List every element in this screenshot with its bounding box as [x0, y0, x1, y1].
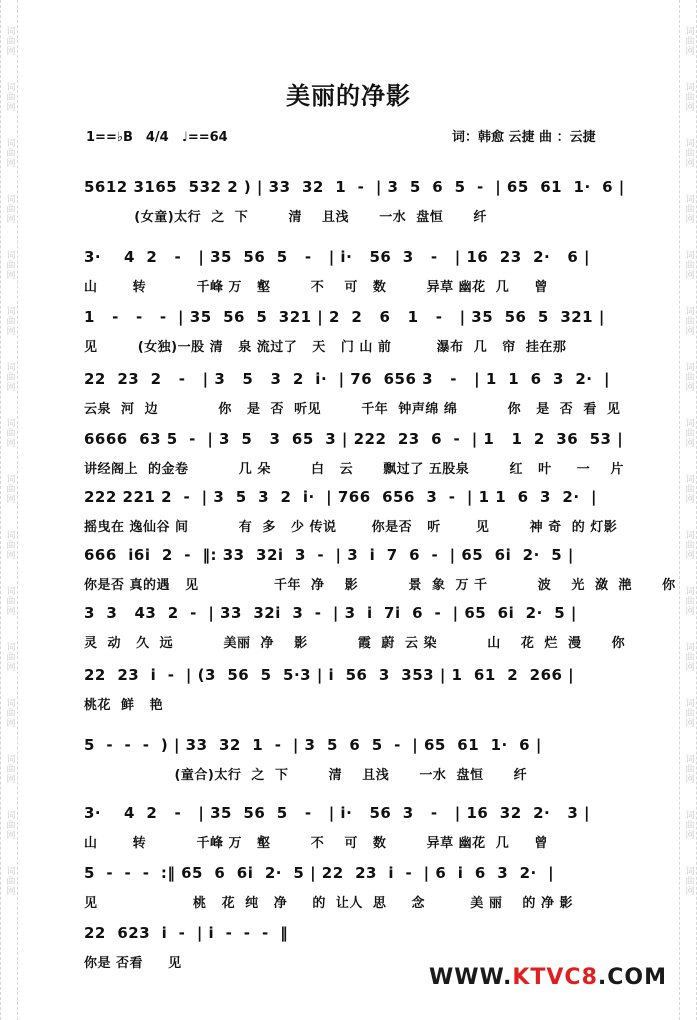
lyric-line: 你是否 真的遇 见 千年 净 影 景 象 万 千 波 光 潋 滟 你: [84, 578, 676, 593]
watermark-text: 词曲网: [683, 362, 694, 392]
watermark-text: 词曲网: [4, 474, 15, 504]
notation-line: 22 23 2 - | 3 5 3 2 i· | 76 656 3 - | 1 1 6 3 2· |: [84, 370, 610, 388]
logo-accent: KTVC8: [512, 965, 598, 990]
watermark-text: 词曲网: [683, 194, 694, 224]
score-row: [84, 370, 634, 430]
watermark-text: 词曲网: [683, 26, 694, 56]
watermark-text: 词曲网: [683, 306, 694, 336]
key-signature: 1==♭B 4/4 ♩==64: [86, 130, 228, 145]
lyric-line: (女童)太行 之 下 清 且浅 一水 盘恒 纤: [84, 210, 487, 225]
lyric-line: 云泉 河 边 你 是 否 听见 千年 钟声绵 绵 你 是 否 看 见: [84, 402, 621, 417]
watermark-text: 词曲网: [683, 418, 694, 448]
watermark-text: 词曲网: [4, 194, 15, 224]
watermark-text: 词曲网: [683, 474, 694, 504]
score-row: [84, 248, 634, 308]
lyric-line: 你是 否看 见: [84, 956, 182, 971]
watermark-text: 词曲网: [4, 82, 15, 112]
score-row: [84, 430, 634, 490]
score-row: [84, 178, 634, 238]
notation-line: 3 3 43 2 - | 33 32i 3 - | 3 i 7i 6 - | 65 6i 2· 5 |: [84, 604, 577, 622]
watermark-text: 词曲网: [683, 754, 694, 784]
song-title: 美丽的净影: [286, 82, 411, 110]
watermark-text: 词曲网: [4, 642, 15, 672]
logo-prefix: WWW.: [428, 965, 513, 990]
lyric-line: 见 桃 花 纯 净 的 让人 思 念 美 丽 的 净 影: [84, 896, 573, 911]
score-row: [84, 736, 634, 796]
watermark-text: 词曲网: [683, 866, 694, 896]
logo-suffix: .COM: [597, 965, 667, 990]
watermark-text: 词曲网: [4, 810, 15, 840]
site-logo: [429, 965, 667, 990]
notation-line: 22 23 i - | (3 56 5 5·3 | i 56 3 353 | 1 61 2 266 |: [84, 666, 575, 684]
score-row: [84, 488, 634, 548]
right-watermark-strip: [679, 0, 697, 1020]
watermark-text: 词曲网: [4, 754, 15, 784]
watermark-text: 词曲网: [4, 250, 15, 280]
notation-line: 5 - - - :‖ 65 6 6i 2· 5 | 22 23 i - | 6 i 6 3 2· |: [84, 864, 555, 882]
score-row: [84, 864, 634, 924]
watermark-text: 词曲网: [683, 642, 694, 672]
watermark-text: 词曲网: [4, 306, 15, 336]
notation-line: 666 i6i 2 - ‖: 33 32i 3 - | 3 i 7 6 - | 65 6i 2· 5 |: [84, 546, 574, 564]
watermark-text: 词曲网: [683, 810, 694, 840]
lyric-line: 见 (女独)一股 清 泉 流过了 天 门 山 前 瀑布 几 帘 挂在那: [84, 340, 567, 355]
notation-line: 5612 3165 532 2 ) | 33 32 1 - | 3 5 6 5 - | 65 61 1· 6 |: [84, 178, 625, 196]
lyric-line: 山 转 千峰 万 壑 不 可 数 异草 幽花 几 曾: [84, 280, 548, 295]
watermark-text: 词曲网: [4, 586, 15, 616]
watermark-text: 词曲网: [683, 138, 694, 168]
notation-line: 6666 63 5 - | 3 5 3 65 3 | 222 23 6 - | 1 1 2 36 53 |: [84, 430, 624, 448]
notation-line: 22 623 i - | i - - - ‖: [84, 924, 289, 942]
lyric-line: (童合)太行 之 下 清 且浅 一水 盘恒 纤: [84, 768, 528, 783]
score-row: [84, 308, 634, 368]
watermark-text: 词曲网: [683, 698, 694, 728]
watermark-text: 词曲网: [4, 138, 15, 168]
score-row: [84, 546, 676, 606]
score-row: [84, 604, 634, 664]
watermark-text: 词曲网: [4, 530, 15, 560]
left-watermark-strip: [0, 0, 18, 1020]
score-row: [84, 666, 634, 726]
notation-line: 222 221 2 - | 3 5 3 2 i· | 766 656 3 - | 1 1 6 3 2· |: [84, 488, 597, 506]
watermark-text: 词曲网: [4, 698, 15, 728]
watermark-text: 词曲网: [683, 586, 694, 616]
notation-line: 1 - - - | 35 56 5 321 | 2 2 6 1 - | 35 56 5 321 |: [84, 308, 605, 326]
lyric-line: 山 转 千峰 万 壑 不 可 数 异草 幽花 几 曾: [84, 836, 548, 851]
credits: 词：韩愈 云捷 曲 ：云捷: [452, 130, 596, 145]
watermark-text: 词曲网: [4, 418, 15, 448]
watermark-text: 词曲网: [4, 866, 15, 896]
lyric-line: 讲经阁上 的金卷 几 朵 白 云 飘过了 五股泉 红 叶 一 片: [84, 462, 624, 477]
lyric-line: 桃花 鲜 艳: [84, 698, 164, 713]
lyric-line: 摇曳在 逸仙谷 间 有 多 少 传说 你是否 听 见 神 奇 的 灯影: [84, 520, 618, 535]
watermark-text: 词曲网: [683, 250, 694, 280]
score-row: [84, 804, 634, 864]
watermark-text: 词曲网: [683, 82, 694, 112]
notation-line: 3· 4 2 - | 35 56 5 - | i· 56 3 - | 16 32 2· 3 |: [84, 804, 591, 822]
notation-line: 3· 4 2 - | 35 56 5 - | i· 56 3 - | 16 23 2· 6 |: [84, 248, 591, 266]
notation-line: 5 - - - ) | 33 32 1 - | 3 5 6 5 - | 65 61 1· 6 |: [84, 736, 542, 754]
watermark-text: 词曲网: [4, 362, 15, 392]
watermark-text: 词曲网: [683, 530, 694, 560]
watermark-text: 词曲网: [4, 26, 15, 56]
lyric-line: 灵 动 久 远 美丽 净 影 霞 蔚 云 染 山 花 烂 漫 你: [84, 636, 626, 651]
